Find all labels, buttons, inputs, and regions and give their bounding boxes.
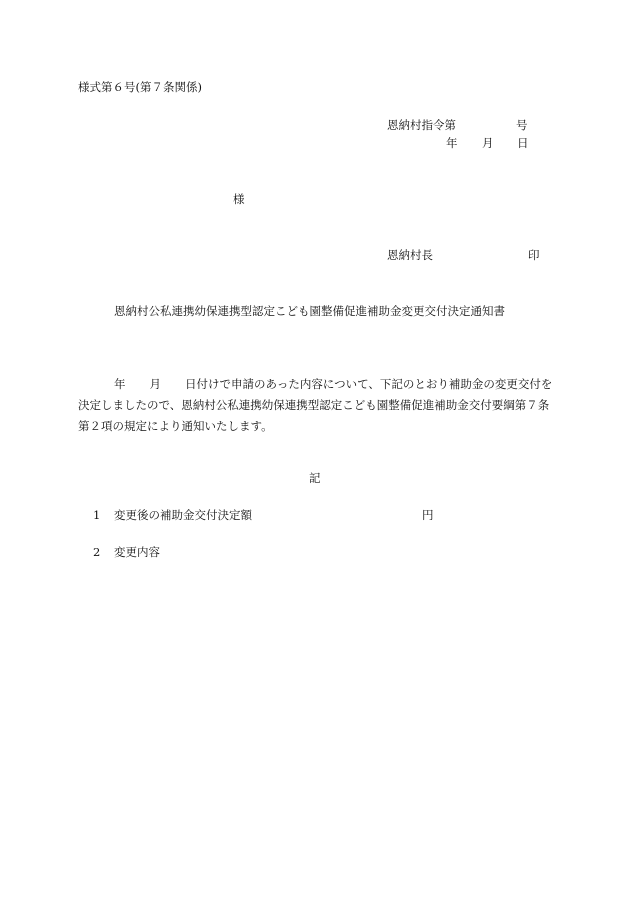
body-text: 日付けで申請のあった内容について、下記のとおり補助金の変更交付を決定しましたので、恩納村公私連携幼保連携型認定こども園整備促進補助金交付要綱第７条第２項の規定により通知いたします。 (78, 377, 553, 433)
item-number: 2 (93, 545, 101, 559)
designation-number-suffix: 号 (516, 118, 528, 132)
designation-label: 恩納村指令第 (387, 118, 456, 132)
issuer-seal: 印 (528, 248, 540, 262)
body-paragraph (78, 374, 556, 437)
ki-heading: 記 (309, 471, 321, 485)
date-year-label: 年 (446, 136, 458, 150)
item-number: 1 (93, 508, 101, 522)
item-label: 変更後の補助金交付決定額 (114, 508, 252, 522)
issuer-title: 恩納村長 (387, 248, 433, 262)
body-month-label: 月 (149, 377, 161, 391)
document-title: 恩納村公私連携幼保連携型認定こども園整備促進補助金変更交付決定通知書 (114, 304, 505, 318)
date-month-label: 月 (482, 136, 494, 150)
form-style-label: 様式第６号(第７条関係) (78, 80, 202, 94)
date-day-label: 日 (517, 136, 529, 150)
addressee-honorific: 様 (233, 192, 245, 206)
item-unit: 円 (422, 508, 434, 522)
body-year-label: 年 (114, 377, 126, 391)
item-label: 変更内容 (114, 545, 160, 559)
